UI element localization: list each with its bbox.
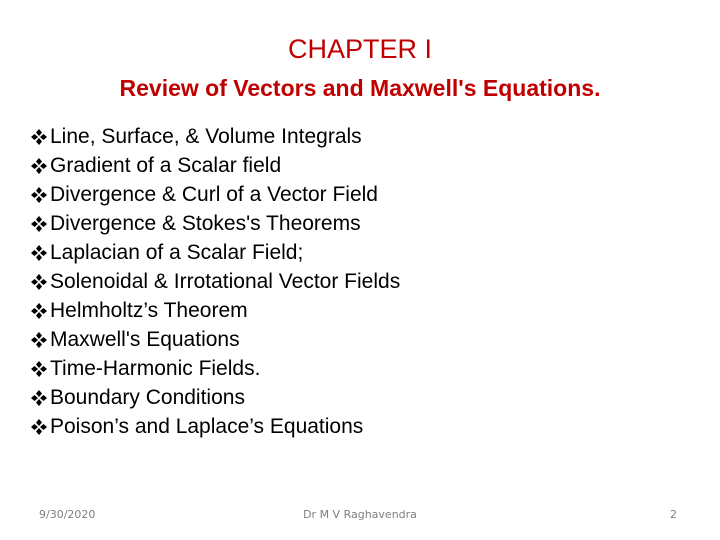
bullet-text: Poison’s and Laplace’s Equations — [50, 414, 364, 438]
bullet-item — [30, 325, 400, 354]
bullet-item — [30, 383, 400, 412]
diamond-dots-icon — [30, 128, 48, 146]
diamond-dots-icon — [30, 418, 48, 436]
diamond-dots-icon — [30, 302, 48, 320]
bullet-item — [30, 209, 400, 238]
diamond-dots-icon — [30, 215, 48, 233]
bullet-item — [30, 180, 400, 209]
diamond-dots-icon — [30, 331, 48, 349]
bullet-list — [30, 122, 400, 441]
diamond-dots-icon — [30, 157, 48, 175]
diamond-dots-icon — [30, 273, 48, 291]
diamond-dots-icon — [30, 389, 48, 407]
diamond-dots-icon — [30, 360, 48, 378]
bullet-item — [30, 354, 400, 383]
footer-date: 9/30/2020 — [39, 508, 96, 521]
bullet-text: Line, Surface, & Volume Integrals — [50, 124, 362, 148]
diamond-dots-icon — [30, 186, 48, 204]
bullet-item — [30, 151, 400, 180]
bullet-text: Boundary Conditions — [50, 385, 245, 409]
slide-subtitle: Review of Vectors and Maxwell's Equations. — [119, 75, 601, 101]
bullet-item — [30, 267, 400, 296]
bullet-text: Divergence & Stokes's Theorems — [50, 211, 361, 235]
bullet-text: Divergence & Curl of a Vector Field — [50, 182, 378, 206]
bullet-text: Solenoidal & Irrotational Vector Fields — [50, 269, 401, 293]
slide-title: CHAPTER I — [287, 34, 433, 64]
bullet-text: Time-Harmonic Fields. — [50, 356, 261, 380]
bullet-text: Helmholtz’s Theorem — [50, 298, 248, 322]
footer-author: Dr M V Raghavendra — [303, 508, 417, 521]
bullet-item — [30, 296, 400, 325]
bullet-text: Gradient of a Scalar field — [50, 153, 282, 177]
bullet-item — [30, 122, 400, 151]
bullet-text: Laplacian of a Scalar Field; — [50, 240, 304, 264]
bullet-item — [30, 238, 400, 267]
page-number: 2 — [670, 508, 677, 521]
diamond-dots-icon — [30, 244, 48, 262]
bullet-text: Maxwell's Equations — [50, 327, 240, 351]
bullet-item — [30, 412, 400, 441]
